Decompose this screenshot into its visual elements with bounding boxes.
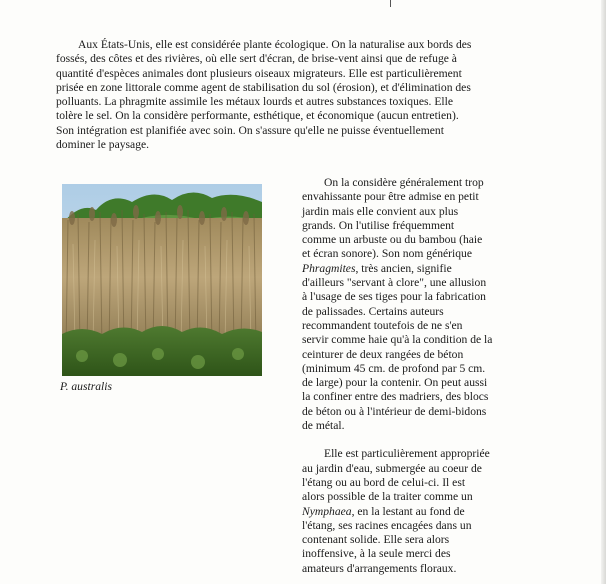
- intro-line: dominer le paysage.: [56, 138, 150, 152]
- column-line: servir comme haie qu'à la condition de la: [302, 333, 493, 347]
- column-line: de large) pour la contenir. On peut aussi: [302, 376, 488, 390]
- column-line: contenant solide. Elle sera alors: [302, 533, 450, 547]
- column-line: jardin mais elle convient aux plus: [302, 204, 459, 218]
- column-line: à l'usage de ses tiges pour la fabrication: [302, 290, 486, 304]
- intro-line: Aux États-Unis, elle est considérée plante écologique. On la naturalise aux bords des: [78, 38, 472, 51]
- column-line: de palissades. Certains auteurs: [302, 304, 444, 318]
- column-line: comme un arbuste ou du bambou (haie: [302, 233, 483, 247]
- column-line: envahissante pour être admise en petit: [302, 190, 479, 204]
- column-line: et écran sonore). Son nom générique: [302, 247, 472, 261]
- column-line: d'ailleurs "servant à clore", une allusion: [302, 276, 487, 290]
- intro-line: quantité d'espèces animales dont plusieurs oiseaux migrateurs. Elle est particulièrement: [56, 66, 462, 80]
- intro-line: polluants. La phragmite assimile les métaux lourds et autres substances toxiques. Elle: [56, 95, 453, 109]
- column-line: de métal.: [302, 419, 345, 433]
- column-line: la confiner entre des madriers, des blocs: [302, 390, 489, 404]
- column-line: l'étang ou au bord de celui-ci. Il est: [302, 475, 466, 489]
- column-line: inoffensive, à la seule merci des: [302, 547, 451, 561]
- right-column: [302, 176, 524, 576]
- nymphaea-name: Nymphaea: [302, 504, 352, 518]
- column-line: de béton ou à l'intérieur de demi-bidons: [302, 404, 487, 418]
- intro-line: Son intégration est planifiée avec soin. On s'assure qu'elle ne puisse éventuellement: [56, 123, 444, 137]
- paragraph-garden-use: [302, 176, 524, 433]
- column-line: , en la lestant au fond de: [351, 504, 465, 518]
- column-line: ceinturer de deux rangées de béton: [302, 347, 464, 361]
- scan-mark: [390, 0, 391, 7]
- column-line: grands. On l'utilise fréquemment: [302, 218, 455, 232]
- column-line: amateurs d'arrangements floraux.: [302, 561, 457, 575]
- column-line: (minimum 45 cm. de profond par 5 cm.: [302, 361, 486, 375]
- column-line: Elle est particulièrement appropriée: [324, 447, 490, 461]
- column-line: l'étang, ses racines encagées dans un: [302, 518, 472, 532]
- reed-photo: [62, 184, 262, 376]
- column-line: au jardin d'eau, submergée au coeur de: [302, 461, 482, 475]
- intro-line: fossés, des côtes et des rivières, où elle sert d'écran, de brise-vent ainsi que de refuge à: [56, 52, 457, 66]
- paragraph-water-garden: [302, 447, 524, 576]
- genus-name: Phragmites: [302, 261, 356, 275]
- intro-paragraph: [56, 38, 508, 152]
- column-line: recommandent toutefois de ne s'en: [302, 318, 463, 332]
- column-line: , très ancien, signifie: [355, 261, 452, 275]
- intro-line: prisée en zone littorale comme agent de stabilisation du sol (érosion), et d'élimination des: [56, 80, 471, 94]
- column-line: On la considère généralement trop: [324, 176, 484, 189]
- column-line: alors possible de la traiter comme un: [302, 490, 473, 504]
- photo-caption: P. australis: [60, 380, 112, 393]
- scan-edge: [601, 0, 606, 584]
- intro-line: tolère le sel. On la considère performante, esthétique, et économique (aucun entretien).: [56, 109, 459, 123]
